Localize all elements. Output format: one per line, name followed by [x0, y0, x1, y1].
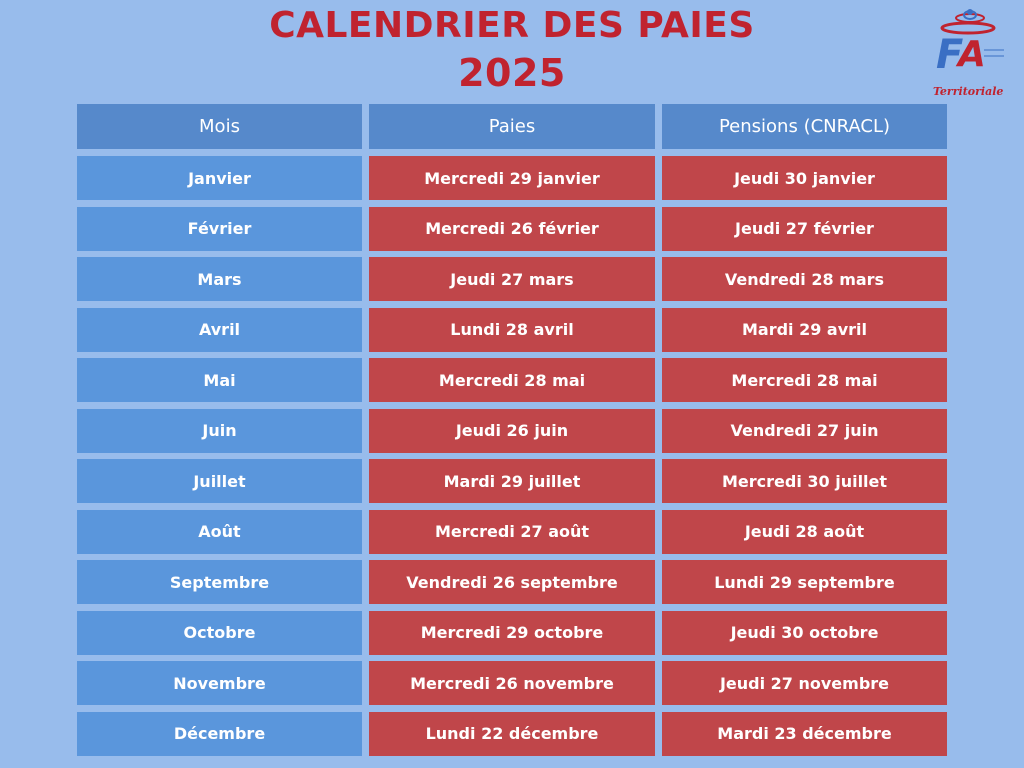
pay-date-cell: Lundi 28 avril — [369, 308, 655, 352]
pay-date-cell: Mercredi 26 novembre — [369, 661, 655, 705]
pay-date-cell: Mercredi 26 février — [369, 207, 655, 251]
pension-date-cell: Mardi 23 décembre — [662, 712, 947, 756]
table-row — [77, 257, 947, 301]
table-row — [77, 207, 947, 251]
pension-date-cell: Jeudi 27 novembre — [662, 661, 947, 705]
pension-date-cell: Jeudi 28 août — [662, 510, 947, 554]
table-header-row — [77, 104, 947, 149]
pension-date-cell: Jeudi 30 janvier — [662, 156, 947, 200]
pay-date-cell: Jeudi 26 juin — [369, 409, 655, 453]
pension-date-cell: Mardi 29 avril — [662, 308, 947, 352]
pension-date-cell: Jeudi 30 octobre — [662, 611, 947, 655]
pay-date-cell: Vendredi 26 septembre — [369, 560, 655, 604]
table-row — [77, 510, 947, 554]
month-cell: Septembre — [77, 560, 362, 604]
month-cell: Mai — [77, 358, 362, 402]
pay-date-cell: Mercredi 29 octobre — [369, 611, 655, 655]
table-row — [77, 560, 947, 604]
header-pension: Pensions (CNRACL) — [662, 104, 947, 149]
month-cell: Juin — [77, 409, 362, 453]
month-cell: Novembre — [77, 661, 362, 705]
header-month: Mois — [77, 104, 362, 149]
svg-text:A: A — [958, 34, 986, 75]
pay-date-cell: Lundi 22 décembre — [369, 712, 655, 756]
pension-date-cell: Mercredi 28 mai — [662, 358, 947, 402]
table-row — [77, 358, 947, 402]
table-row — [77, 459, 947, 503]
page-title: CALENDRIER DES PAIES — [269, 5, 755, 46]
month-cell: Juillet — [77, 459, 362, 503]
table-row — [77, 308, 947, 352]
header-pay: Paies — [369, 104, 655, 149]
table-row — [77, 661, 947, 705]
table-row — [77, 156, 947, 200]
page-subtitle-year: 2025 — [458, 51, 566, 95]
month-cell: Février — [77, 207, 362, 251]
table-row — [77, 409, 947, 453]
pay-date-cell: Jeudi 27 mars — [369, 257, 655, 301]
pay-calendar-table — [77, 104, 947, 762]
svg-text:F: F — [936, 32, 964, 78]
pension-date-cell: Lundi 29 septembre — [662, 560, 947, 604]
month-cell: Mars — [77, 257, 362, 301]
pension-date-cell: Vendredi 27 juin — [662, 409, 947, 453]
logo-caption: Territoriale — [933, 85, 1004, 98]
logo-graphic-icon — [928, 6, 1010, 86]
pension-date-cell: Vendredi 28 mars — [662, 257, 947, 301]
table-row — [77, 712, 947, 756]
month-cell: Décembre — [77, 712, 362, 756]
month-cell: Août — [77, 510, 362, 554]
month-cell: Avril — [77, 308, 362, 352]
pay-date-cell: Mardi 29 juillet — [369, 459, 655, 503]
pay-date-cell: Mercredi 29 janvier — [369, 156, 655, 200]
month-cell: Octobre — [77, 611, 362, 655]
month-cell: Janvier — [77, 156, 362, 200]
table-row — [77, 611, 947, 655]
pension-date-cell: Mercredi 30 juillet — [662, 459, 947, 503]
pension-date-cell: Jeudi 27 février — [662, 207, 947, 251]
fa-territoriale-logo — [928, 6, 1010, 96]
pay-date-cell: Mercredi 28 mai — [369, 358, 655, 402]
pay-date-cell: Mercredi 27 août — [369, 510, 655, 554]
